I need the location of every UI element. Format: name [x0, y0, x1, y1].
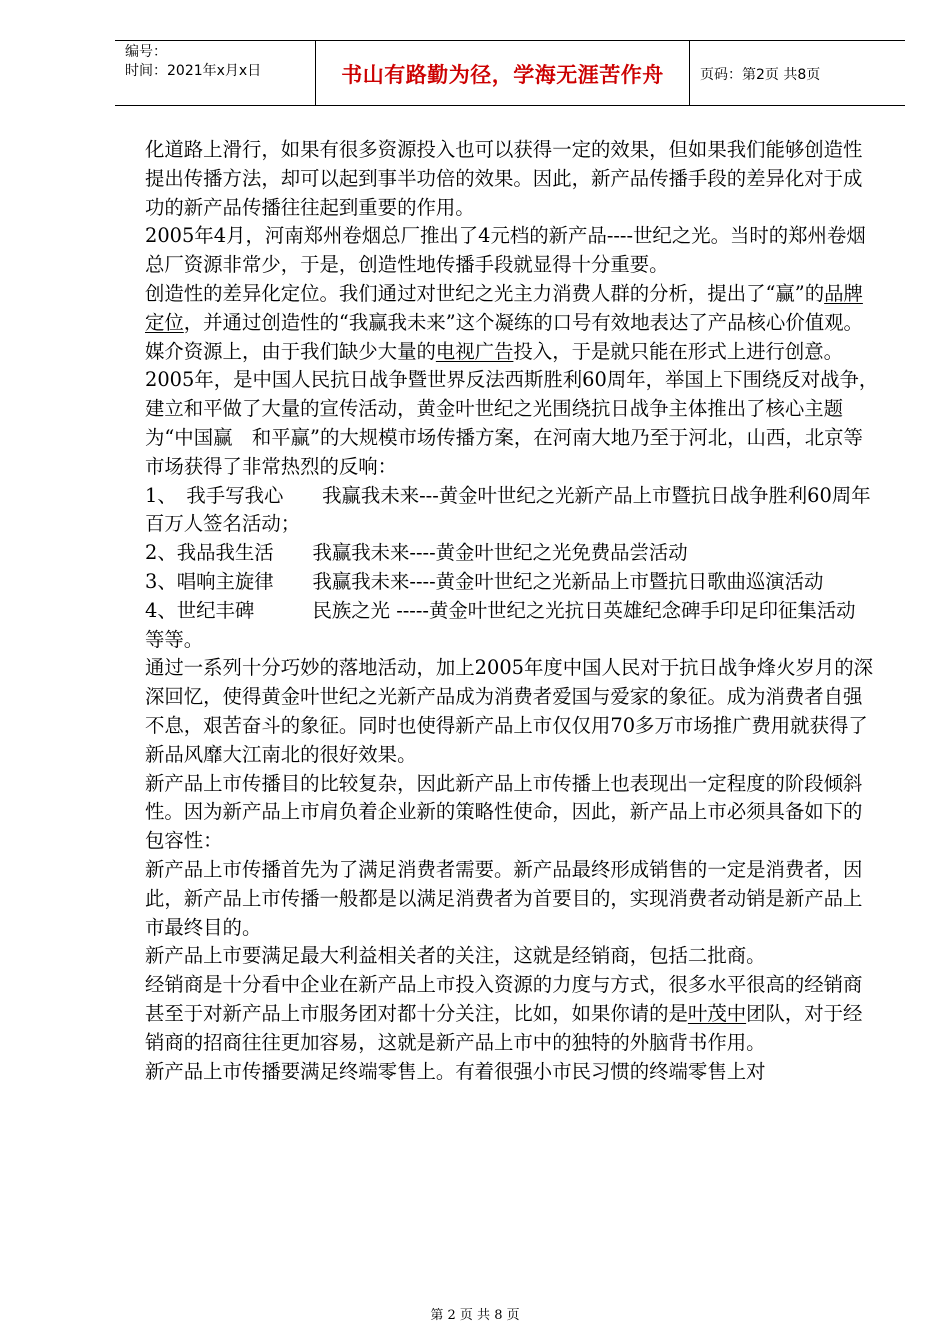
header-page-info: 页码：第2页 共8页: [700, 67, 821, 83]
page-footer: 第 2 页 共 8 页: [430, 1308, 520, 1323]
tv-advertising-link[interactable]: 电视广告: [435, 339, 514, 363]
paragraph-text: 投入，于是就只能在形式上进行创意。: [513, 339, 844, 363]
list-item: 1、 我手写我心 我赢我未来---黄金叶世纪之光新产品上市暨抗日战争胜利60周年百万人签名活动；: [145, 483, 871, 536]
paragraph: 2005年，是中国人民抗日战争暨世界反法西斯胜利60周年，举国上下围绕反对战争，建立和平做了大量的宣传活动，黄金叶世纪之光围绕抗日战争主体推出了核心主题为“中国赢 和平赢”的大规模市场传播方案，在河南大地乃至于河北，山西，北京等市场获得了非常热烈的反响：: [145, 368, 879, 478]
paragraph: 化道路上滑行，如果有很多资源投入也可以获得一定的效果，但如果我们能够创造性提出传播方法，却可以起到事半功倍的效果。因此，新产品传播手段的差异化对于成功的新产品传播往往起到重要的作用。: [145, 138, 863, 219]
header-left-cell: [115, 40, 315, 106]
paragraph: 2005年4月，河南郑州卷烟总厂推出了4元档的新产品----世纪之光。当时的郑州卷烟总厂资源非常少，于是，创造性地传播手段就显得十分重要。: [145, 224, 866, 277]
paragraph: [145, 280, 880, 338]
paragraph: 等等。: [145, 627, 204, 651]
list-item: 3、唱响主旋律 我赢我未来----黄金叶世纪之光新品上市暨抗日歌曲巡演活动: [145, 569, 824, 593]
paragraph-text: 团队，对于经销商的招商往往更加容易，这就是新产品上市中的独特的外脑背书作用。: [145, 1001, 863, 1054]
list-item: 4、世纪丰碑 民族之光 -----黄金叶世纪之光抗日英雄纪念碑手印足印征集活动: [145, 598, 856, 622]
paragraph: [145, 338, 880, 367]
header-middle-cell: [315, 40, 690, 106]
paragraph: [145, 971, 880, 1057]
paragraph-text: 媒介资源上，由于我们缺少大量的: [145, 339, 436, 363]
header-motto: 书山有路勤为径，学海无涯苦作舟: [341, 63, 664, 87]
paragraph: 新产品上市要满足最大利益相关者的关注，这就是经销商，包括二批商。: [145, 944, 766, 968]
header-bottom-rule: [115, 105, 905, 106]
paragraph: 新产品上市传播首先为了满足消费者需要。新产品最终形成销售的一定是消费者，因此，新产品上市传播一般都是以满足消费者为首要目的，实现消费者动销是新产品上市最终目的。: [145, 857, 863, 939]
paragraph-text: 创造性的差异化定位。我们通过对世纪之光主力消费人群的分析，提出了“赢”的: [145, 281, 825, 305]
header-right-cell: [690, 40, 905, 106]
paragraph: 通过一系列十分巧妙的落地活动，加上2005年度中国人民对于抗日战争烽火岁月的深深回忆，使得黄金叶世纪之光新产品成为消费者爱国与爱家的象征。成为消费者自强不息，艰苦奋斗的象征。同时也使得新产品上市仅仅用70多万市场推广费用就获得了新品风靡大江南北的很好效果。: [145, 656, 874, 766]
document-code-label: 编号：: [125, 44, 167, 60]
brand-positioning-link[interactable]: 品牌定位: [145, 281, 863, 334]
paragraph-text: ，并通过创造性的“我赢我未来”这个凝练的口号有效地表达了产品核心价值观。: [183, 310, 863, 334]
ye-maozhong-link[interactable]: 叶茂中: [687, 1001, 747, 1025]
list-item: 2、我品我生活 我赢我未来----黄金叶世纪之光免费品尝活动: [145, 541, 688, 565]
paragraph: 新产品上市传播目的比较复杂，因此新产品上市传播上也表现出一定程度的阶段倾斜性。因为新产品上市肩负着企业新的策略性使命，因此，新产品上市必须具备如下的包容性：: [145, 771, 863, 853]
paragraph-text: 经销商是十分看中企业在新产品上市投入资源的力度与方式，很多水平很高的经销商甚至于对新产品上市服务团对都十分关注，比如，如果你请的是: [145, 973, 863, 1025]
page-header: [115, 40, 905, 106]
document-body: [145, 136, 880, 1086]
document-time-label: 时间：2021年x月x日: [125, 63, 262, 79]
paragraph: 新产品上市传播要满足终端零售上。有着很强小市民习惯的终端零售上对: [145, 1059, 766, 1083]
